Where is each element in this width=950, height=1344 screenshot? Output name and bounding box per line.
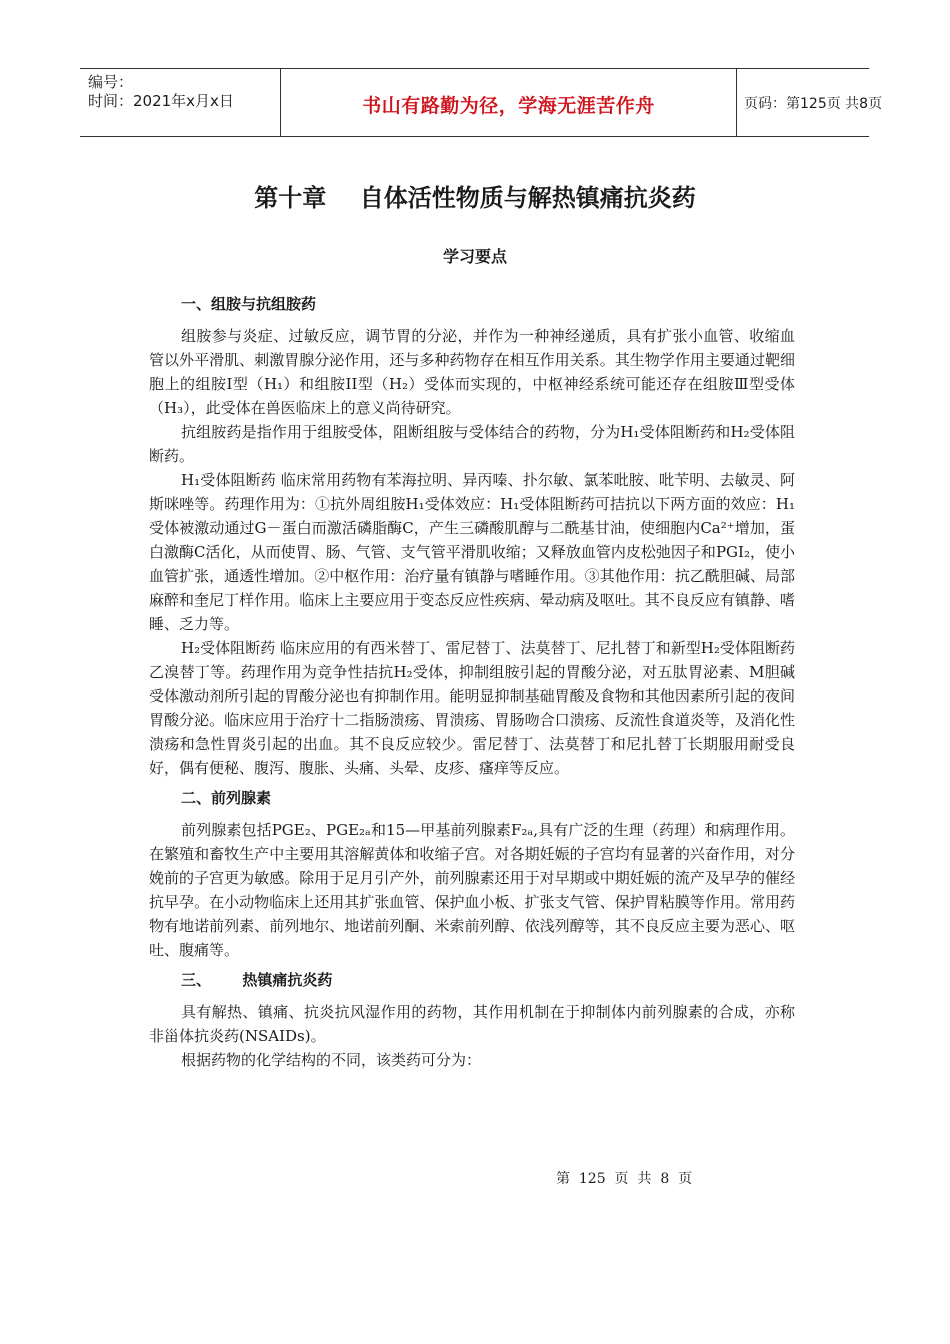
document-body	[149, 292, 795, 1072]
document-time-label: 时间：2021年x月x日	[88, 92, 234, 110]
header-right-cell	[736, 69, 883, 136]
paragraph: H₂受体阻断药 临床应用的有西米替丁、雷尼替丁、法莫替丁、尼扎替丁和新型H₂受体阻断药乙溴替丁等。药理作用为竞争性拮抗H₂受体，抑制组胺引起的胃酸分泌，对五肽胃泌素、M胆碱受体激动剂所引起的胃酸分泌也有抑制作用。能明显抑制基础胃酸及食物和其他因素所引起的夜间胃酸分泌。临床应用于治疗十二指肠溃疡、胃溃疡、胃肠吻合口溃疡、反流性食道炎等，及消化性溃疡和急性胃炎引起的出血。其不良反应较少。雷尼替丁、法莫替丁和尼扎替丁长期服用耐受良好，偶有便秘、腹泻、腹胀、头痛、头晕、皮疹、瘙痒等反应。	[149, 639, 795, 777]
heading-histamine: 一、组胺与抗组胺药	[181, 295, 317, 313]
document-code-label: 编号：	[88, 73, 134, 91]
paragraph: 前列腺素包括PGE₂、PGE₂ₐ和15—甲基前列腺素F₂ₐ,具有广泛的生理（药理）和病理作用。在繁殖和畜牧生产中主要用其溶解黄体和收缩子宫。对各期妊娠的子宫均有显著的兴奋作用，对分娩前的子宫更为敏感。除用于足月引产外，前列腺素还用于对早期或中期妊娠的流产及早孕的催经抗早孕。在小动物临床上还用其扩张血管、保护血小板、扩张支气管、保护胃粘膜等作用。常用药物有地诺前列素、前列地尔、地诺前列酮、米索前列醇、依浅列醇等，其不良反应主要为恶心、呕吐、腹痛等。	[149, 821, 795, 959]
paragraph: 根据药物的化学结构的不同，该类药可分为：	[181, 1051, 482, 1069]
page-footer: 第 125 页 共 8 页	[556, 1171, 693, 1187]
header-middle-cell	[280, 69, 737, 136]
paragraph: 组胺参与炎症、过敏反应，调节胃的分泌，并作为一种神经递质，具有扩张小血管、收缩血管以外平滑肌、刺激胃腺分泌作用，还与多种药物存在相互作用关系。其生物学作用主要通过靶细胞上的组胺Ⅰ型（H₁）和组胺II型（H₂）受体而实现的，中枢神经系统可能还存在组胺Ⅲ型受体（H₃），此受体在兽医临床上的意义尚待研究。	[149, 327, 795, 417]
section-subtitle: 学习要点	[442, 247, 507, 266]
header-motto: 书山有路勤为径，学海无涯苦作舟	[362, 95, 655, 117]
paragraph: H₁受体阻断药 临床常用药物有苯海拉明、异丙嗪、扑尔敏、氯苯吡胺、吡苄明、去敏灵、阿斯咪唑等。药理作用为：①抗外周组胺H₁受体效应：H₁受体阻断药可拮抗以下两方面的效应：H₁受体被激动通过G－蛋白而激活磷脂酶C，产生三磷酸肌醇与二酰基甘油，使细胞内Ca²⁺增加，蛋白激酶C活化，从而使胃、肠、气管、支气管平滑肌收缩；又释放血管内皮松弛因子和PGI₂，使小血管扩张，通透性增加。②中枢作用：治疗量有镇静与嗜睡作用。③其他作用：抗乙酰胆碱、局部麻醉和奎尼丁样作用。临床上主要应用于变态反应性疾病、晕动病及呕吐。其不良反应有镇静、嗜睡、乏力等。	[149, 471, 795, 633]
chapter-title: 第十章 自体活性物质与解热镇痛抗炎药	[254, 184, 696, 212]
header-table	[80, 68, 883, 137]
heading-prostaglandin: 二、前列腺素	[181, 789, 272, 807]
paragraph: 抗组胺药是指作用于组胺受体，阻断组胺与受体结合的药物，分为H₁受体阻断药和H₂受体阻断药。	[149, 423, 795, 465]
heading-nsaids: 三、 热镇痛抗炎药	[181, 971, 333, 989]
paragraph: 具有解热、镇痛、抗炎抗风湿作用的药物，其作用机制在于抑制体内前列腺素的合成，亦称非甾体抗炎药(NSAIDs)。	[149, 1003, 795, 1045]
header-left-cell	[80, 69, 280, 136]
header-page-number: 页码：第125页 共8页	[744, 96, 883, 112]
